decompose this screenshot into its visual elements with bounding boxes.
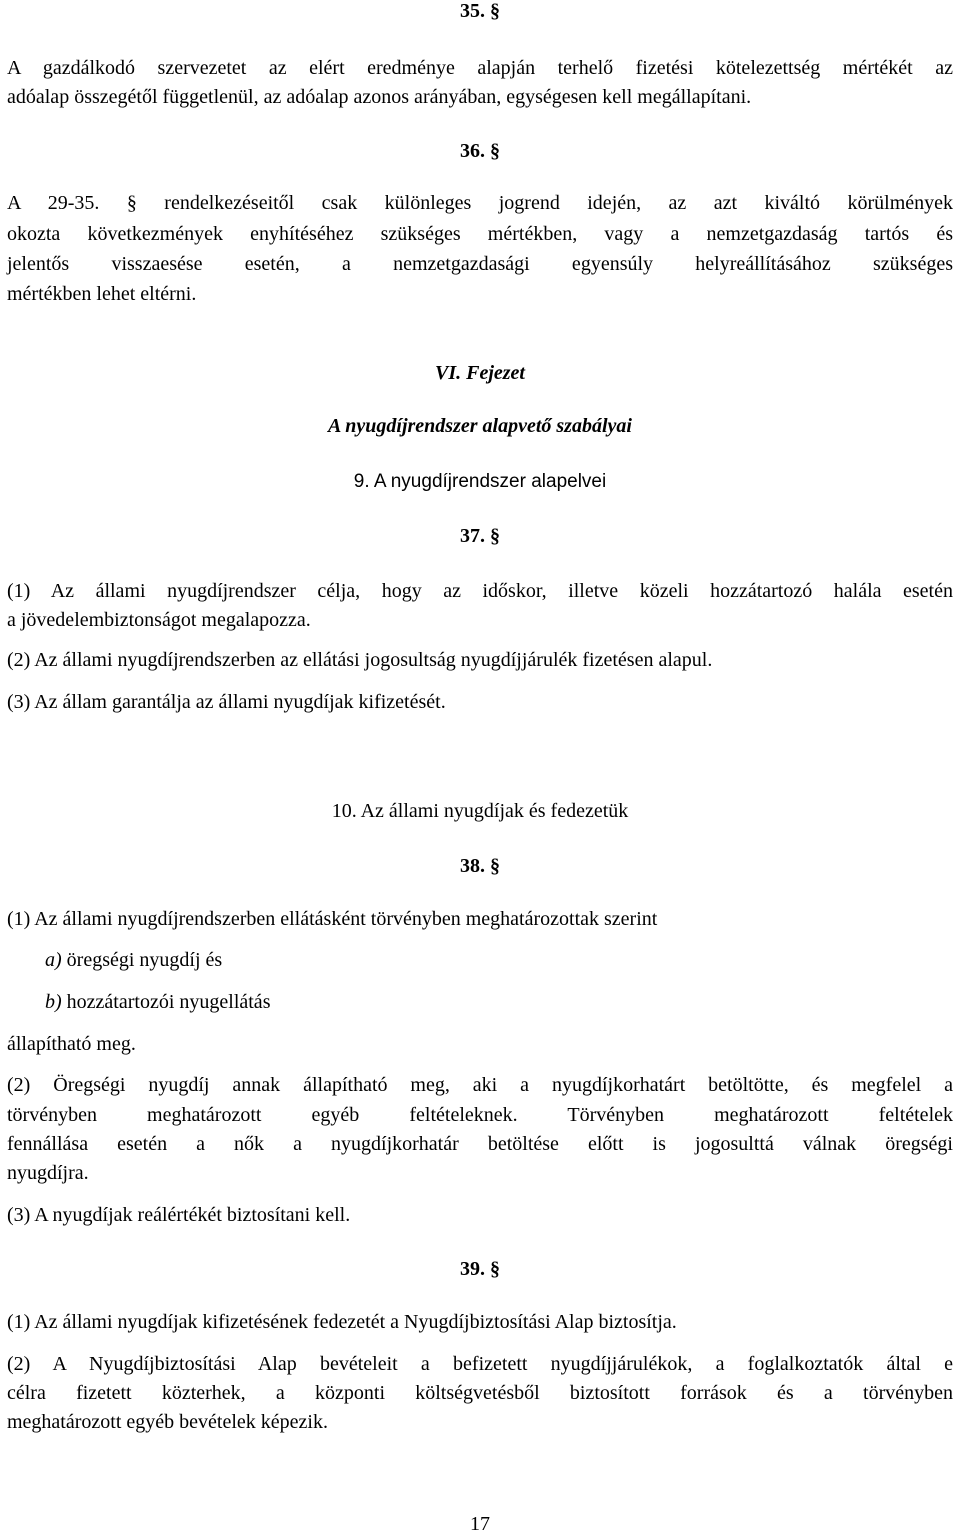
section-39-paragraph-2-line-1: (2) A Nyugdíjbiztosítási Alap bevételeit a befizetett nyugdíjjárulékok, a foglalkoztatók által e: [7, 1353, 953, 1375]
subtitle-9: 9. A nyugdíjrendszer alapelvei: [353, 471, 607, 492]
section-38-paragraph-2-line-3: fennállása esetén a nők a nyugdíjkorhatár betöltése előtt is jogosulttá válnak öregségi: [7, 1133, 953, 1155]
section-heading-39: 39. §: [460, 1258, 500, 1280]
section-39-paragraph-2-line-3: meghatározott egyéb bevételek képezik.: [7, 1411, 328, 1433]
section-heading-38: 38. §: [460, 855, 500, 877]
section-36-text-line-3: jelentős visszaesése esetén, a nemzetgazdasági egyensúly helyreállításához szükséges: [7, 253, 953, 275]
section-35-text-line-2: adóalap összegétől függetlenül, az adóalap azonos arányában, egységesen kell megállapítani.: [7, 86, 752, 108]
item-a-marker: a): [45, 949, 62, 971]
section-39-paragraph-1: (1) Az állami nyugdíjak kifizetésének fedezetét a Nyugdíjbiztosítási Alap biztosítja.: [7, 1311, 677, 1333]
section-38-item-a: [45, 947, 222, 973]
item-a-text: öregségi nyugdíj és: [61, 949, 223, 971]
section-38-paragraph-2-line-1: (2) Öregségi nyugdíj annak állapítható meg, aki a nyugdíjkorhatárt betöltötte, és megfelel a: [7, 1074, 953, 1096]
subtitle-10: 10. Az állami nyugdíjak és fedezetük: [331, 800, 629, 822]
section-37-paragraph-1-line-1: (1) Az állami nyugdíjrendszer célja, hogy az időskor, illetve közeli hozzátartozó halála esetén: [7, 580, 953, 602]
section-39-paragraph-2-line-2: célra fizetett közterhek, a központi költségvetésből biztosított források és a törvényben: [7, 1382, 953, 1404]
section-35-text-line-1: A gazdálkodó szervezetet az elért eredménye alapján terhelő fizetési kötelezettség mértékét az: [7, 57, 953, 79]
section-38-paragraph-1-end: állapítható meg.: [7, 1033, 136, 1055]
item-b-marker: b): [45, 991, 62, 1013]
section-heading-35: 35. §: [460, 0, 500, 22]
chapter-title: A nyugdíjrendszer alapvető szabályai: [328, 415, 632, 437]
section-heading-37: 37. §: [460, 525, 500, 547]
section-38-paragraph-2-line-2: törvényben meghatározott egyéb feltételeknek. Törvényben meghatározott feltételek: [7, 1104, 953, 1126]
section-37-paragraph-2: (2) Az állami nyugdíjrendszerben az ellátási jogosultság nyugdíjjárulék fizetésen alapul.: [7, 649, 713, 671]
item-b-text: hozzátartozói nyugellátás: [61, 991, 271, 1013]
section-heading-36: 36. §: [460, 140, 500, 162]
chapter-number: VI. Fejezet: [435, 362, 525, 384]
section-37-paragraph-1-line-2: a jövedelembiztonságot megalapozza.: [7, 609, 311, 631]
section-38-item-b: [45, 989, 270, 1015]
section-37-paragraph-3: (3) Az állam garantálja az állami nyugdíjak kifizetését.: [7, 691, 446, 713]
page-number: 17: [470, 1513, 490, 1535]
section-38-paragraph-2-line-4: nyugdíjra.: [7, 1162, 89, 1184]
section-38-paragraph-1: (1) Az állami nyugdíjrendszerben ellátásként törvényben meghatározottak szerint: [7, 908, 658, 930]
section-36-text-line-2: okozta következmények enyhítéséhez szükséges mértékben, vagy a nemzetgazdaság tartós és: [7, 223, 953, 245]
section-36-text-line-1: A 29-35. § rendelkezéseitől csak különleges jogrend idején, az azt kiváltó körülmények: [7, 192, 953, 214]
section-38-paragraph-3: (3) A nyugdíjak reálértékét biztosítani kell.: [7, 1204, 351, 1226]
section-36-text-line-4: mértékben lehet eltérni.: [7, 283, 197, 305]
